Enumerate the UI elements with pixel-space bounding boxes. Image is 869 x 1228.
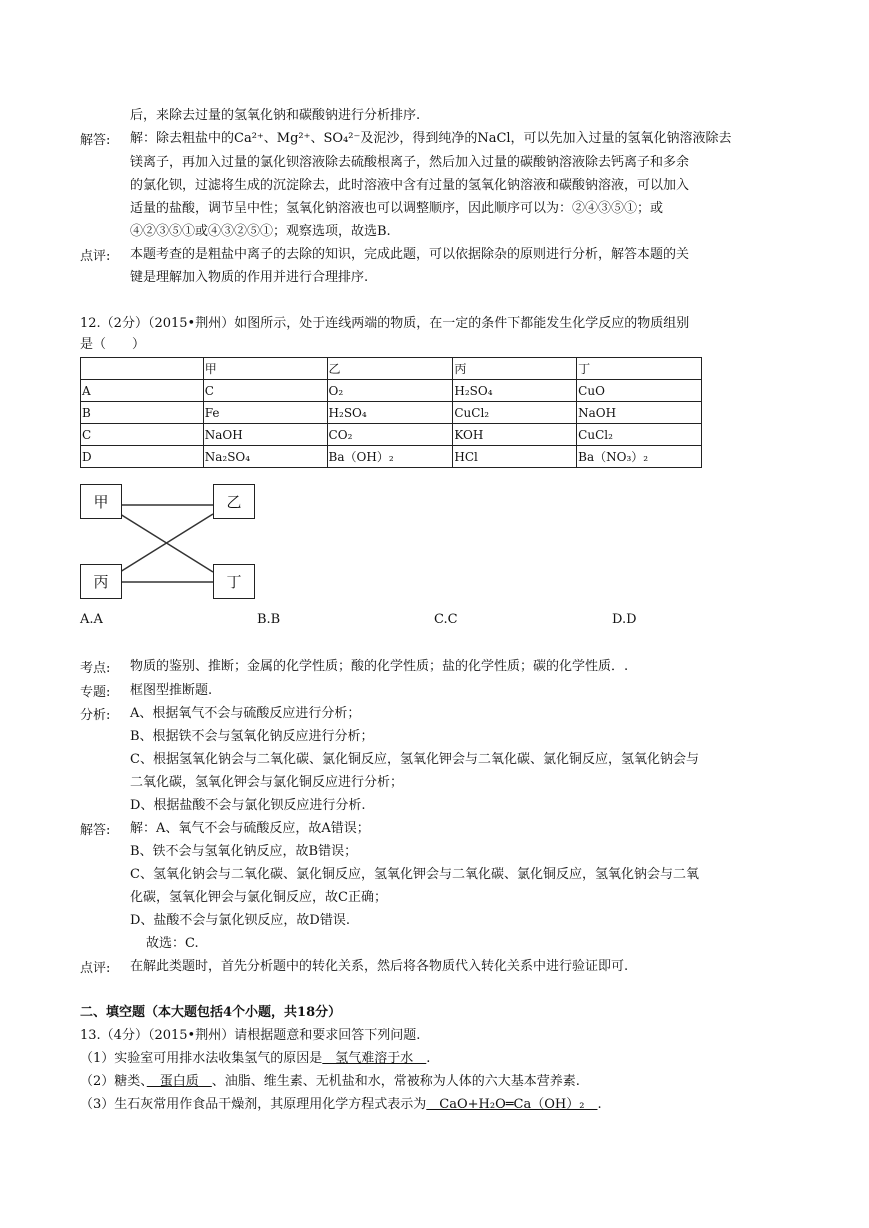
comment-label: 点评: [80,249,111,264]
question-13-stem: 13.（4分）（2015•荆州）请根据题意和要求回答下列问题. [80,1028,421,1043]
table-cell: O₂ [327,380,453,402]
table-cell: Fe [203,402,327,424]
part-3-end: . [597,1097,602,1112]
table-cell: HCl [453,446,577,468]
table-cell: Ba（OH）₂ [327,446,453,468]
topic-label: 专题: [80,685,111,700]
part-2-text: （2）糖类、 [80,1074,147,1089]
table-cell: C [203,380,327,402]
table-cell: Ba（NO₃）₂ [577,446,702,468]
table-cell: C [81,424,204,446]
table-header-cell: 甲 [203,358,327,380]
table-header-cell: 乙 [327,358,453,380]
analysis-label: 分析: [80,708,111,723]
answer-line: C、氢氧化钠会与二氧化碳、氯化铜反应，氢氧化钾会与二氧化碳、氯化铜反应，氢氧化钠会与二氧 [130,867,699,882]
table-cell: NaOH [577,402,702,424]
table-header-row [81,358,702,380]
table-cell: H₂SO₄ [327,402,453,424]
part-3-text: （3）生石灰常用作食品干燥剂，其原理用化学方程式表示为 [80,1097,427,1112]
answer-line: D、盐酸不会与氯化钡反应，故D错误. [130,913,350,928]
table-header-cell [81,358,204,380]
answer-line: B、铁不会与氢氧化钠反应，故B错误； [130,844,358,859]
option-a: A.A [80,612,103,627]
table-row [81,402,702,424]
answer-label: 解答: [80,823,111,838]
diagram-box-bing: 丙 [80,564,122,599]
table-cell: NaOH [203,424,327,446]
comment-line: 本题考查的是粗盐中离子的去除的知识，完成此题，可以依据除杂的原则进行分析，解答本题的关 [130,247,690,262]
table-cell: CO₂ [327,424,453,446]
diagram-box-jia: 甲 [80,484,122,519]
answer-choice: 故选：C. [146,936,199,951]
answer-line: 的氯化钡，过滤将生成的沉淀除去，此时溶液中含有过量的氢氧化钠溶液和碳酸钠溶液，可以加入 [130,178,690,193]
part-3-answer: CaO+H₂O═Ca（OH）₂ [426,1097,598,1112]
question-13-part-3 [80,1095,602,1114]
diagram-box-ding: 丁 [213,564,255,599]
table-cell: H₂SO₄ [453,380,577,402]
comment-line: 在解此类题时，首先分析题中的转化关系，然后将各物质代入转化关系中进行验证即可. [130,959,629,974]
option-b: B.B [257,612,281,627]
answer-line: ④②③⑤①或④③②⑤①；观察选项，故选B. [130,224,391,239]
answer-line: 解：除去粗盐中的Ca²⁺、Mg²⁺、SO₄²⁻及泥沙，得到纯净的NaCl，可以先加入过量的氢氧化钠溶液除去 [130,131,732,146]
table-cell: CuCl₂ [577,424,702,446]
diagram-box-yi: 乙 [213,484,255,519]
answer-label: 解答: [80,133,111,148]
option-d: D.D [612,612,637,627]
part-2-end: 、油脂、维生素、无机盐和水，常被称为人体的六大基本营养素. [211,1074,580,1089]
test-point-text: 物质的鉴别、推断；金属的化学性质；酸的化学性质；盐的化学性质；碳的化学性质．. [130,659,629,674]
section-heading: 二、填空题（本大题包括4个小题，共18分） [80,1005,342,1020]
answer-line: 化碳，氢氧化钾会与氯化铜反应，故C正确； [130,890,387,905]
comment-line: 键是理解加入物质的作用并进行合理排序. [130,270,369,285]
table-cell: CuO [577,380,702,402]
question-12-stem: 是（ ） [80,337,146,352]
question-13-part-1 [80,1049,430,1068]
substance-table [80,357,702,468]
analysis-line: A、根据氧气不会与硫酸反应进行分析； [130,706,361,721]
part-1-text: （1）实验室可用排水法收集氢气的原因是 [80,1051,323,1066]
table-cell: A [81,380,204,402]
analysis-line: C、根据氢氧化钠会与二氧化碳、氯化铜反应，氢氧化钾会与二氧化碳、氯化铜反应，氢氧化钠会与 [130,752,699,767]
table-cell: KOH [453,424,577,446]
table-row [81,446,702,468]
table-cell: Na₂SO₄ [203,446,327,468]
table-header-cell: 丁 [577,358,702,380]
question-12-stem: 12.（2分）（2015•荆州）如图所示，处于连线两端的物质，在一定的条件下都能发生化学反应的物质组别 [80,316,690,331]
question-13-part-2 [80,1072,580,1091]
analysis-line: D、根据盐酸不会与氯化钡反应进行分析. [130,798,366,813]
analysis-line: B、根据铁不会与氢氧化钠反应进行分析； [130,729,374,744]
part-2-answer: 蛋白质 [146,1074,212,1089]
table-header-cell: 丙 [453,358,577,380]
topic-text: 框图型推断题. [130,683,213,698]
test-point-label: 考点: [80,661,111,676]
answer-line: 解：A、氧气不会与硫酸反应，故A错误； [130,821,370,836]
table-row [81,380,702,402]
comment-label: 点评: [80,961,111,976]
answer-line: 适量的盐酸，调节呈中性；氢氧化钠溶液也可以调整顺序，因此顺序可以为：②④③⑤①；或 [130,201,664,216]
table-row [81,424,702,446]
table-cell: B [81,402,204,424]
table-cell: CuCl₂ [453,402,577,424]
part-1-end: . [426,1051,431,1066]
table-cell: D [81,446,204,468]
answer-line: 镁离子，再加入过量的氯化钡溶液除去硫酸根离子，然后加入过量的碳酸钠溶液除去钙离子和多余 [130,155,690,170]
part-1-answer: 氢气难溶于水 [322,1051,427,1066]
analysis-line: 二氧化碳，氢氧化钾会与氯化铜反应进行分析； [130,775,404,790]
option-c: C.C [434,612,458,627]
continuation-line: 后，来除去过量的氢氧化钠和碳酸钠进行分析排序. [130,108,421,123]
